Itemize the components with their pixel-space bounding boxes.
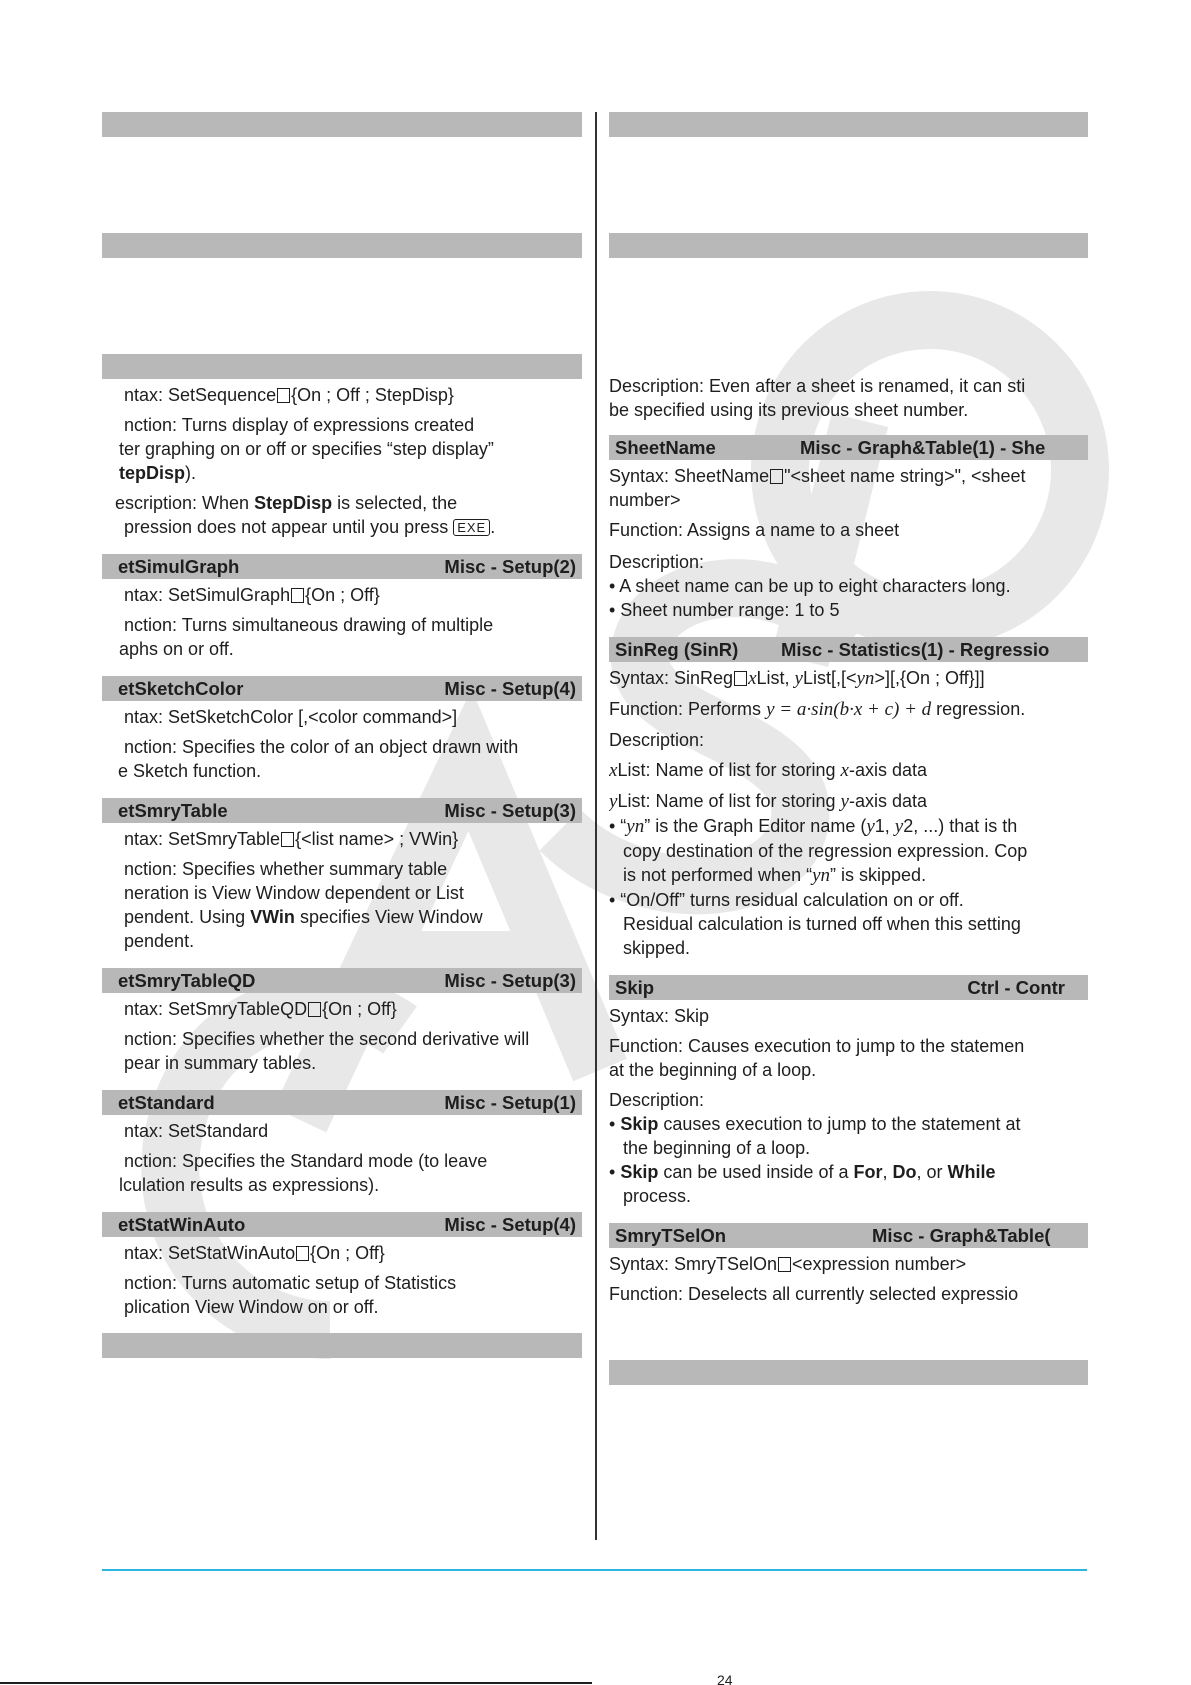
description-line: yList: Name of list for storing y-axis data [609, 791, 927, 812]
entry-set-standard [102, 1119, 582, 1197]
bullet-item: • Sheet number range: 1 to 5 [609, 600, 840, 620]
empty-header-band [102, 233, 582, 258]
function-line: Function: Deselects all currently selected expressio [609, 1284, 1019, 1304]
entry-set-stat-win-auto [102, 1241, 582, 1319]
entry-skip [609, 1004, 1088, 1208]
description-line: xList: Name of list for storing x-axis data [609, 760, 927, 781]
syntax-line: ntax: SetSmryTableQD {On ; Off} [124, 999, 397, 1019]
function-line: lculation results as expressions). [119, 1175, 380, 1195]
command-category: Misc - Setup(4) [444, 677, 576, 699]
command-category: Misc - Setup(4) [444, 1213, 576, 1235]
command-name: etSketchColor [118, 677, 244, 699]
description-line: Description: Even after a sheet is renamed, it can sti [609, 376, 1026, 396]
command-name: SmryTSelOn [615, 1224, 727, 1246]
space-symbol [291, 588, 304, 603]
syntax-line: ntax: SetStandard [124, 1121, 269, 1141]
bullet-item: • A sheet name can be up to eight characters long. [609, 576, 1011, 596]
entry-set-smry-table [102, 827, 582, 953]
page-number: 24 [717, 1672, 733, 1685]
footer-rule [102, 1569, 1087, 1571]
space-symbol [770, 469, 783, 484]
function-line: pear in summary tables. [124, 1053, 317, 1073]
command-category: Misc - Setup(3) [444, 799, 576, 821]
bullet-item-continued: process. [623, 1186, 692, 1206]
space-symbol [778, 1257, 791, 1272]
function-line: nction: Specifies the color of an object drawn with [124, 737, 519, 757]
bullet-item: • “yn” is the Graph Editor name (y1, y2, ...) that is th [609, 816, 1018, 837]
function-line: tepDisp). [119, 463, 197, 483]
command-category: Misc - Graph&Table(1) - She [800, 436, 1046, 458]
command-name: etSmryTable [118, 799, 228, 821]
entry-header-skip [609, 975, 1088, 1000]
function-line: Function: Assigns a name to a sheet [609, 520, 900, 540]
empty-header-band [102, 112, 582, 137]
empty-header-band [609, 233, 1088, 258]
entry-header-set-sketch-color [102, 676, 582, 701]
entry-header-set-stat-win-auto [102, 1212, 582, 1237]
entry-header-set-simul-graph [102, 554, 582, 579]
command-name: Skip [615, 976, 655, 998]
command-name: etSmryTableQD [118, 969, 256, 991]
space-symbol [277, 388, 290, 403]
entry-sheet-description [609, 374, 1088, 422]
function-line: nction: Specifies whether the second derivative will [124, 1029, 530, 1049]
entry-set-simul-graph [102, 583, 582, 661]
command-category: Misc - Setup(3) [444, 969, 576, 991]
bullet-item: • Skip can be used inside of a For, Do, or While [609, 1162, 996, 1182]
bullet-item-continued: copy destination of the regression expression. Cop [623, 841, 1028, 861]
syntax-line: number> [609, 490, 681, 510]
bullet-item-continued: Residual calculation is turned off when this setting [623, 914, 1021, 934]
command-name: etSimulGraph [118, 555, 240, 577]
entry-sheet-name [609, 464, 1088, 622]
entry-smry-tsel-on [609, 1252, 1088, 1306]
function-line: ter graphing on or off or specifies “step display” [119, 439, 494, 459]
empty-header-band [102, 1333, 582, 1358]
command-category: Misc - Statistics(1) - Regressio [781, 638, 1050, 660]
syntax-line: ntax: SetSmryTable {<list name> ; VWin} [124, 829, 459, 849]
function-line: Function: Causes execution to jump to the statemen [609, 1036, 1025, 1056]
entry-header-sin-reg [609, 637, 1088, 662]
description-line: pression does not appear until you press EXE . [124, 517, 496, 537]
entry-header-set-smry-table-qd [102, 968, 582, 993]
entry-header-set-sequence [102, 354, 582, 379]
command-category: Misc - Setup(1) [444, 1091, 576, 1113]
empty-header-band [609, 112, 1088, 137]
exe-key-icon: EXE [453, 519, 490, 536]
space-symbol [296, 1246, 309, 1261]
syntax-line: Syntax: SheetName "<sheet name string>", <sheet [609, 466, 1026, 486]
syntax-line: Syntax: SinReg xList, yList[,[<yn>][,{On ; Off}]] [609, 668, 985, 689]
space-symbol [308, 1002, 321, 1017]
bullet-item: • Skip causes execution to jump to the statement at [609, 1114, 1021, 1134]
syntax-line: ntax: SetSequence {On ; Off ; StepDisp} [124, 385, 454, 405]
function-line: pendent. [124, 931, 195, 951]
function-line: nction: Turns simultaneous drawing of multiple [124, 615, 494, 635]
bullet-item: • “On/Off” turns residual calculation on or off. [609, 890, 964, 910]
function-line: plication View Window on or off. [124, 1297, 379, 1317]
space-symbol [734, 671, 747, 686]
function-line: nction: Specifies the Standard mode (to leave [124, 1151, 488, 1171]
command-name: etStandard [118, 1091, 215, 1113]
entry-header-sheet-name [609, 435, 1088, 460]
description-line: escription: When StepDisp is selected, the [115, 493, 458, 513]
function-line: nction: Turns display of expressions created [124, 415, 475, 435]
syntax-line: ntax: SetStatWinAuto {On ; Off} [124, 1243, 385, 1263]
command-name: SheetName [615, 436, 716, 458]
function-line: nction: Turns automatic setup of Statistics [124, 1273, 457, 1293]
space-symbol [281, 832, 294, 847]
description-line: be specified using its previous sheet number. [609, 400, 969, 420]
function-line: neration is View Window dependent or List [124, 883, 464, 903]
function-line: nction: Specifies whether summary table [124, 859, 448, 879]
syntax-line: Syntax: Skip [609, 1006, 710, 1026]
bottom-rule [0, 1682, 592, 1684]
function-line: pendent. Using VWin specifies View Window [124, 907, 483, 927]
command-category: Misc - Setup(2) [444, 555, 576, 577]
entry-set-sketch-color [102, 705, 582, 783]
command-name: etStatWinAuto [118, 1213, 246, 1235]
function-line: e Sketch function. [118, 761, 262, 781]
command-name: SinReg (SinR) [615, 638, 739, 660]
function-line: Function: Performs y = a·sin(b·x + c) + d regression. [609, 699, 1026, 720]
syntax-line: ntax: SetSimulGraph {On ; Off} [124, 585, 380, 605]
regression-formula: y = a·sin(b·x + c) + d [766, 699, 932, 720]
bullet-item-continued: is not performed when “yn” is skipped. [623, 865, 927, 886]
entry-set-sequence [102, 383, 582, 539]
bullet-item-continued: skipped. [623, 938, 691, 958]
function-line: at the beginning of a loop. [609, 1060, 817, 1080]
command-category: Ctrl - Contr [967, 976, 1065, 998]
description-line: Description: [609, 1090, 705, 1110]
description-line: Description: [609, 730, 705, 750]
function-line: aphs on or off. [119, 639, 234, 659]
empty-header-band [609, 1360, 1088, 1385]
left-column [102, 112, 582, 1358]
entry-header-set-smry-table [102, 798, 582, 823]
syntax-line: ntax: SetSketchColor [,<color command>] [124, 707, 458, 727]
entry-header-smry-tsel-on [609, 1223, 1088, 1248]
right-column [609, 112, 1088, 1385]
entry-header-set-standard [102, 1090, 582, 1115]
column-divider [595, 112, 597, 1540]
command-category: Misc - Graph&Table( [872, 1224, 1051, 1246]
bullet-item-continued: the beginning of a loop. [623, 1138, 811, 1158]
entry-set-smry-table-qd [102, 997, 582, 1075]
entry-sin-reg [609, 666, 1088, 960]
syntax-line: Syntax: SmryTSelOn <expression number> [609, 1254, 967, 1274]
description-line: Description: [609, 552, 705, 572]
